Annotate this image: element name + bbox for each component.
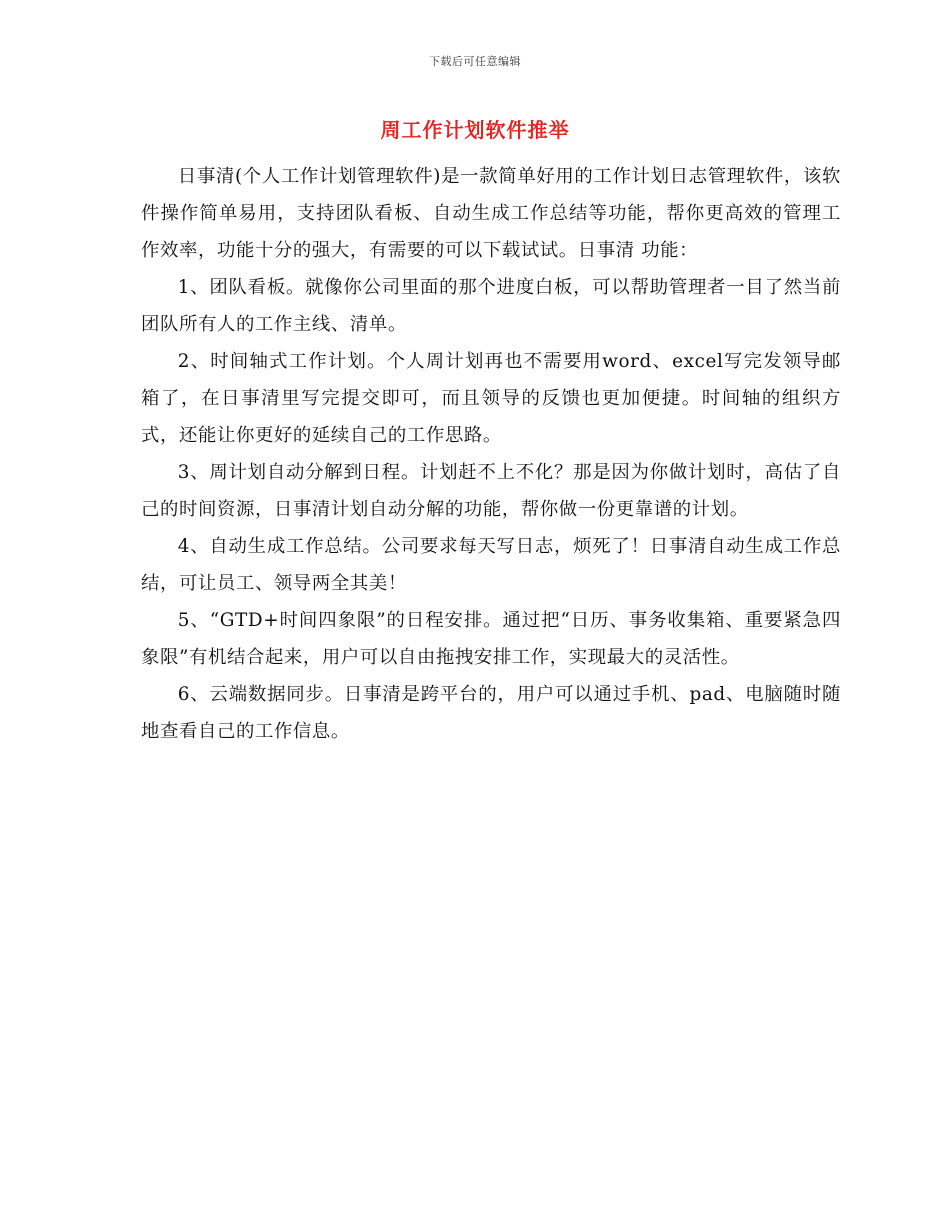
feature-paragraph-auto-schedule: 3、周计划自动分解到日程。计划赶不上不化？那是因为你做计划时，高估了自己的时间资源，日事清计划自动分解的功能，帮你做一份更靠谱的计划。	[141, 462, 841, 520]
header-note: 下载后可任意编辑	[429, 55, 521, 68]
document-body	[141, 158, 841, 750]
feature-paragraph-auto-summary: 4、自动生成工作总结。公司要求每天写日志，烦死了！日事清自动生成工作总结，可让员工、领导两全其美！	[141, 536, 841, 594]
feature-paragraph-gtd-quadrant: 5、“GTD+时间四象限”的日程安排。通过把“日历、事务收集箱、重要紧急四象限”有机结合起来，用户可以自由拖拽安排工作，实现最大的灵活性。	[141, 610, 841, 668]
feature-paragraph-cloud-sync: 6、云端数据同步。日事清是跨平台的，用户可以通过手机、pad、电脑随时随地查看自己的工作信息。	[141, 684, 841, 742]
intro-paragraph: 日事清(个人工作计划管理软件)是一款简单好用的工作计划日志管理软件，该软件操作简单易用，支持团队看板、自动生成工作总结等功能，帮你更高效的管理工作效率，功能十分的强大，有需要的可以下载试试。日事清 功能：	[141, 166, 841, 261]
document-title: 周工作计划软件推举	[380, 118, 570, 142]
feature-paragraph-team-board: 1、团队看板。就像你公司里面的那个进度白板，可以帮助管理者一目了然当前团队所有人的工作主线、清单。	[141, 277, 841, 335]
feature-paragraph-timeline-plan: 2、时间轴式工作计划。个人周计划再也不需要用word、excel写完发领导邮箱了，在日事清里写完提交即可，而且领导的反馈也更加便捷。时间轴的组织方式，还能让你更好的延续自己的工作思路。	[141, 351, 841, 446]
